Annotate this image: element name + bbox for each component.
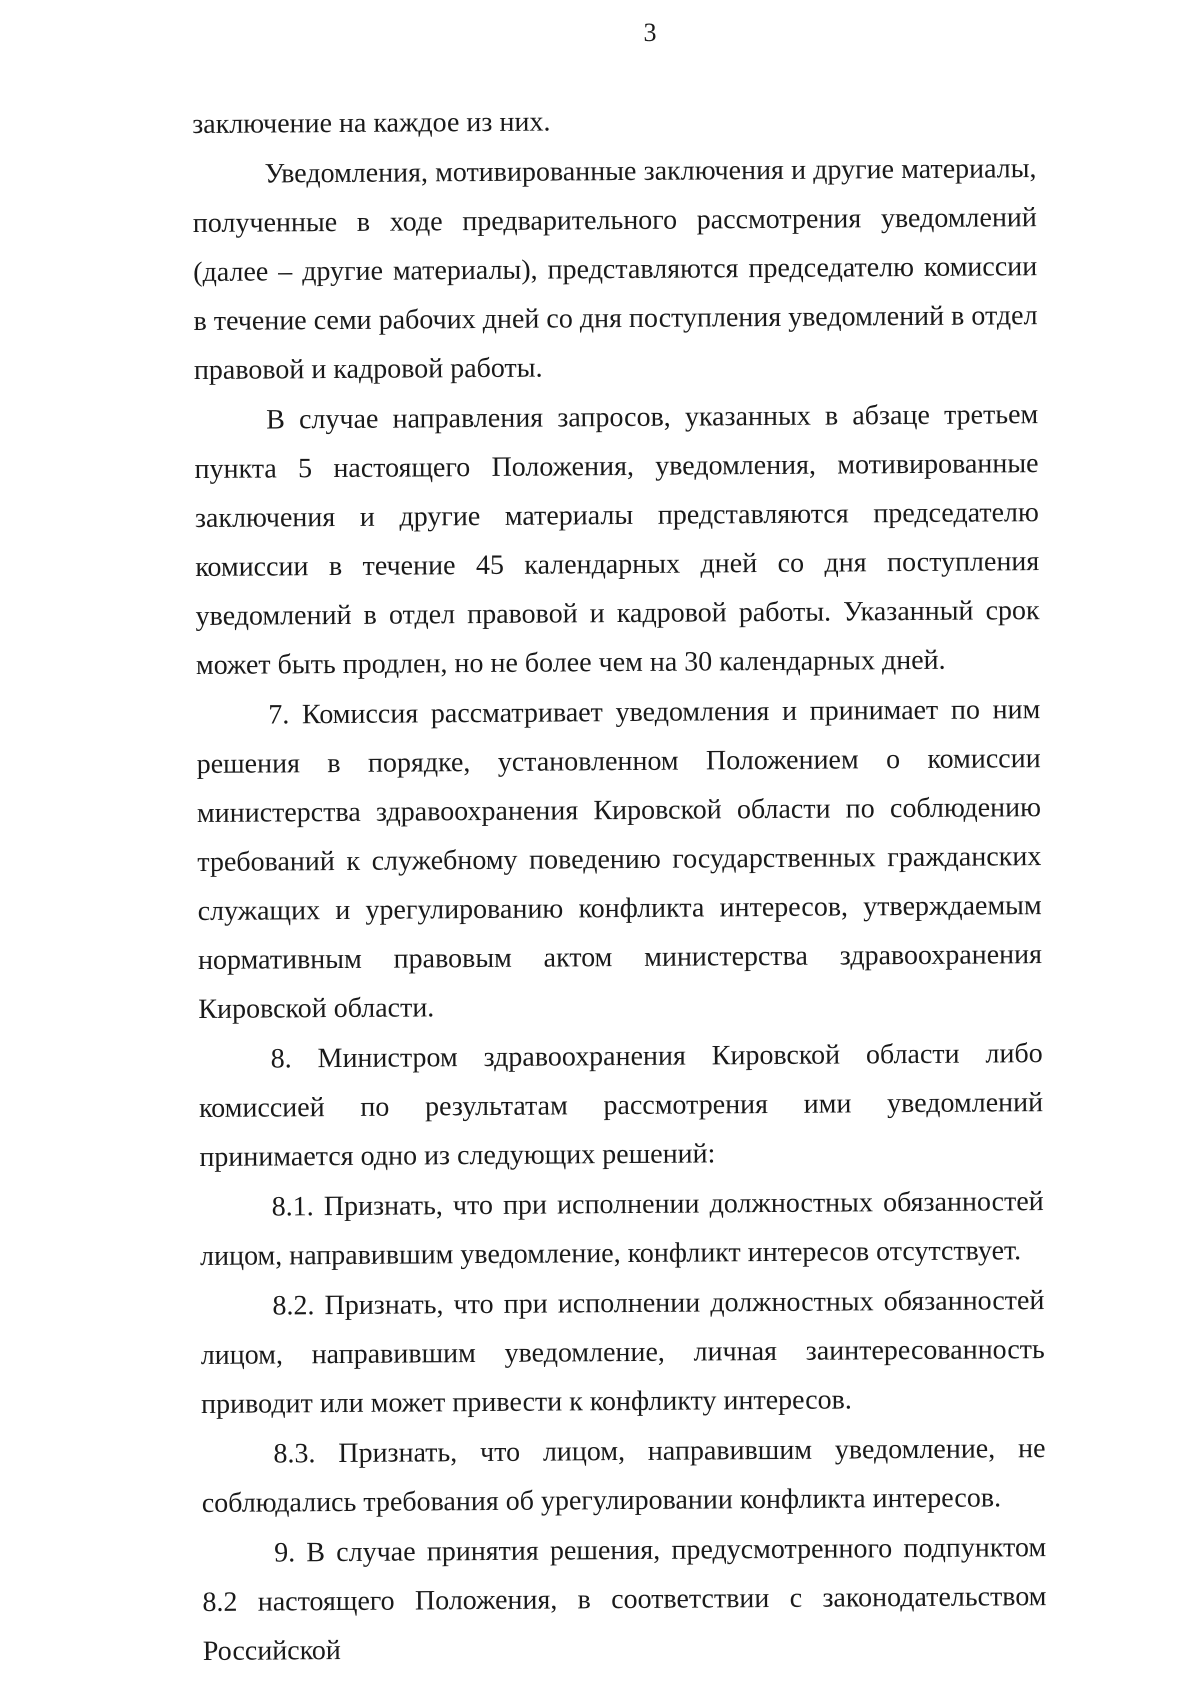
page-number: 3 <box>643 18 657 47</box>
paragraph-notifications-submission: Уведомления, мотивированные заключения и другие материалы, полученные в ходе предварительного рассмотрения уведомлений (далее – другие материалы), представляются председателю комиссии в течение семи рабочих дней со дня поступления уведомлений в отдел правовой и кадровой работы. <box>192 153 1038 386</box>
paragraph-item-9: 9. В случае принятия решения, предусмотренного подпунктом 8.2 настоящего Положения, в соответствии с законодательством Российской <box>202 1532 1047 1667</box>
paragraph-item-7: 7. Комиссия рассматривает уведомления и принимает по ним решения в порядке, установленном Положением о комиссии министерства здравоохранения Кировской области по соблюдению требований к служебному поведению государственных гражданских служащих и урегулированию конфликта интересов, утверждаемым нормативным правовым актом министерства здравоохранения Кировской области. <box>196 694 1043 1025</box>
paragraph-continuation: заключение на каждое из них. <box>192 106 551 140</box>
paragraph-requests-case: В случае направления запросов, указанных в абзаце третьем пункта 5 настоящего Положения, уведомления, мотивированные заключения и другие материалы представляются председателю комиссии в течение 45 календарных дней со дня поступления уведомлений в отдел правовой и кадровой работы. Указанный срок может быть продлен, но не более чем на 30 календарных дней. <box>194 399 1040 681</box>
paragraph-item-8-3: 8.3. Признать, что лицом, направившим уведомление, не соблюдались требования об урегулировании конфликта интересов. <box>201 1433 1046 1519</box>
document-body <box>192 94 1047 1677</box>
paragraph-item-8: 8. Министром здравоохранения Кировской области либо комиссией по результатам рассмотрения ими уведомлений принимается одно из следующих решений: <box>198 1038 1044 1173</box>
paragraph-item-8-1: 8.1. Признать, что при исполнении должностных обязанностей лицом, направившим уведомление, конфликт интересов отсутствует. <box>199 1186 1044 1272</box>
paragraph-item-8-2: 8.2. Признать, что при исполнении должностных обязанностей лицом, направившим уведомление, личная заинтересованность приводит или может привести к конфликту интересов. <box>200 1285 1045 1420</box>
